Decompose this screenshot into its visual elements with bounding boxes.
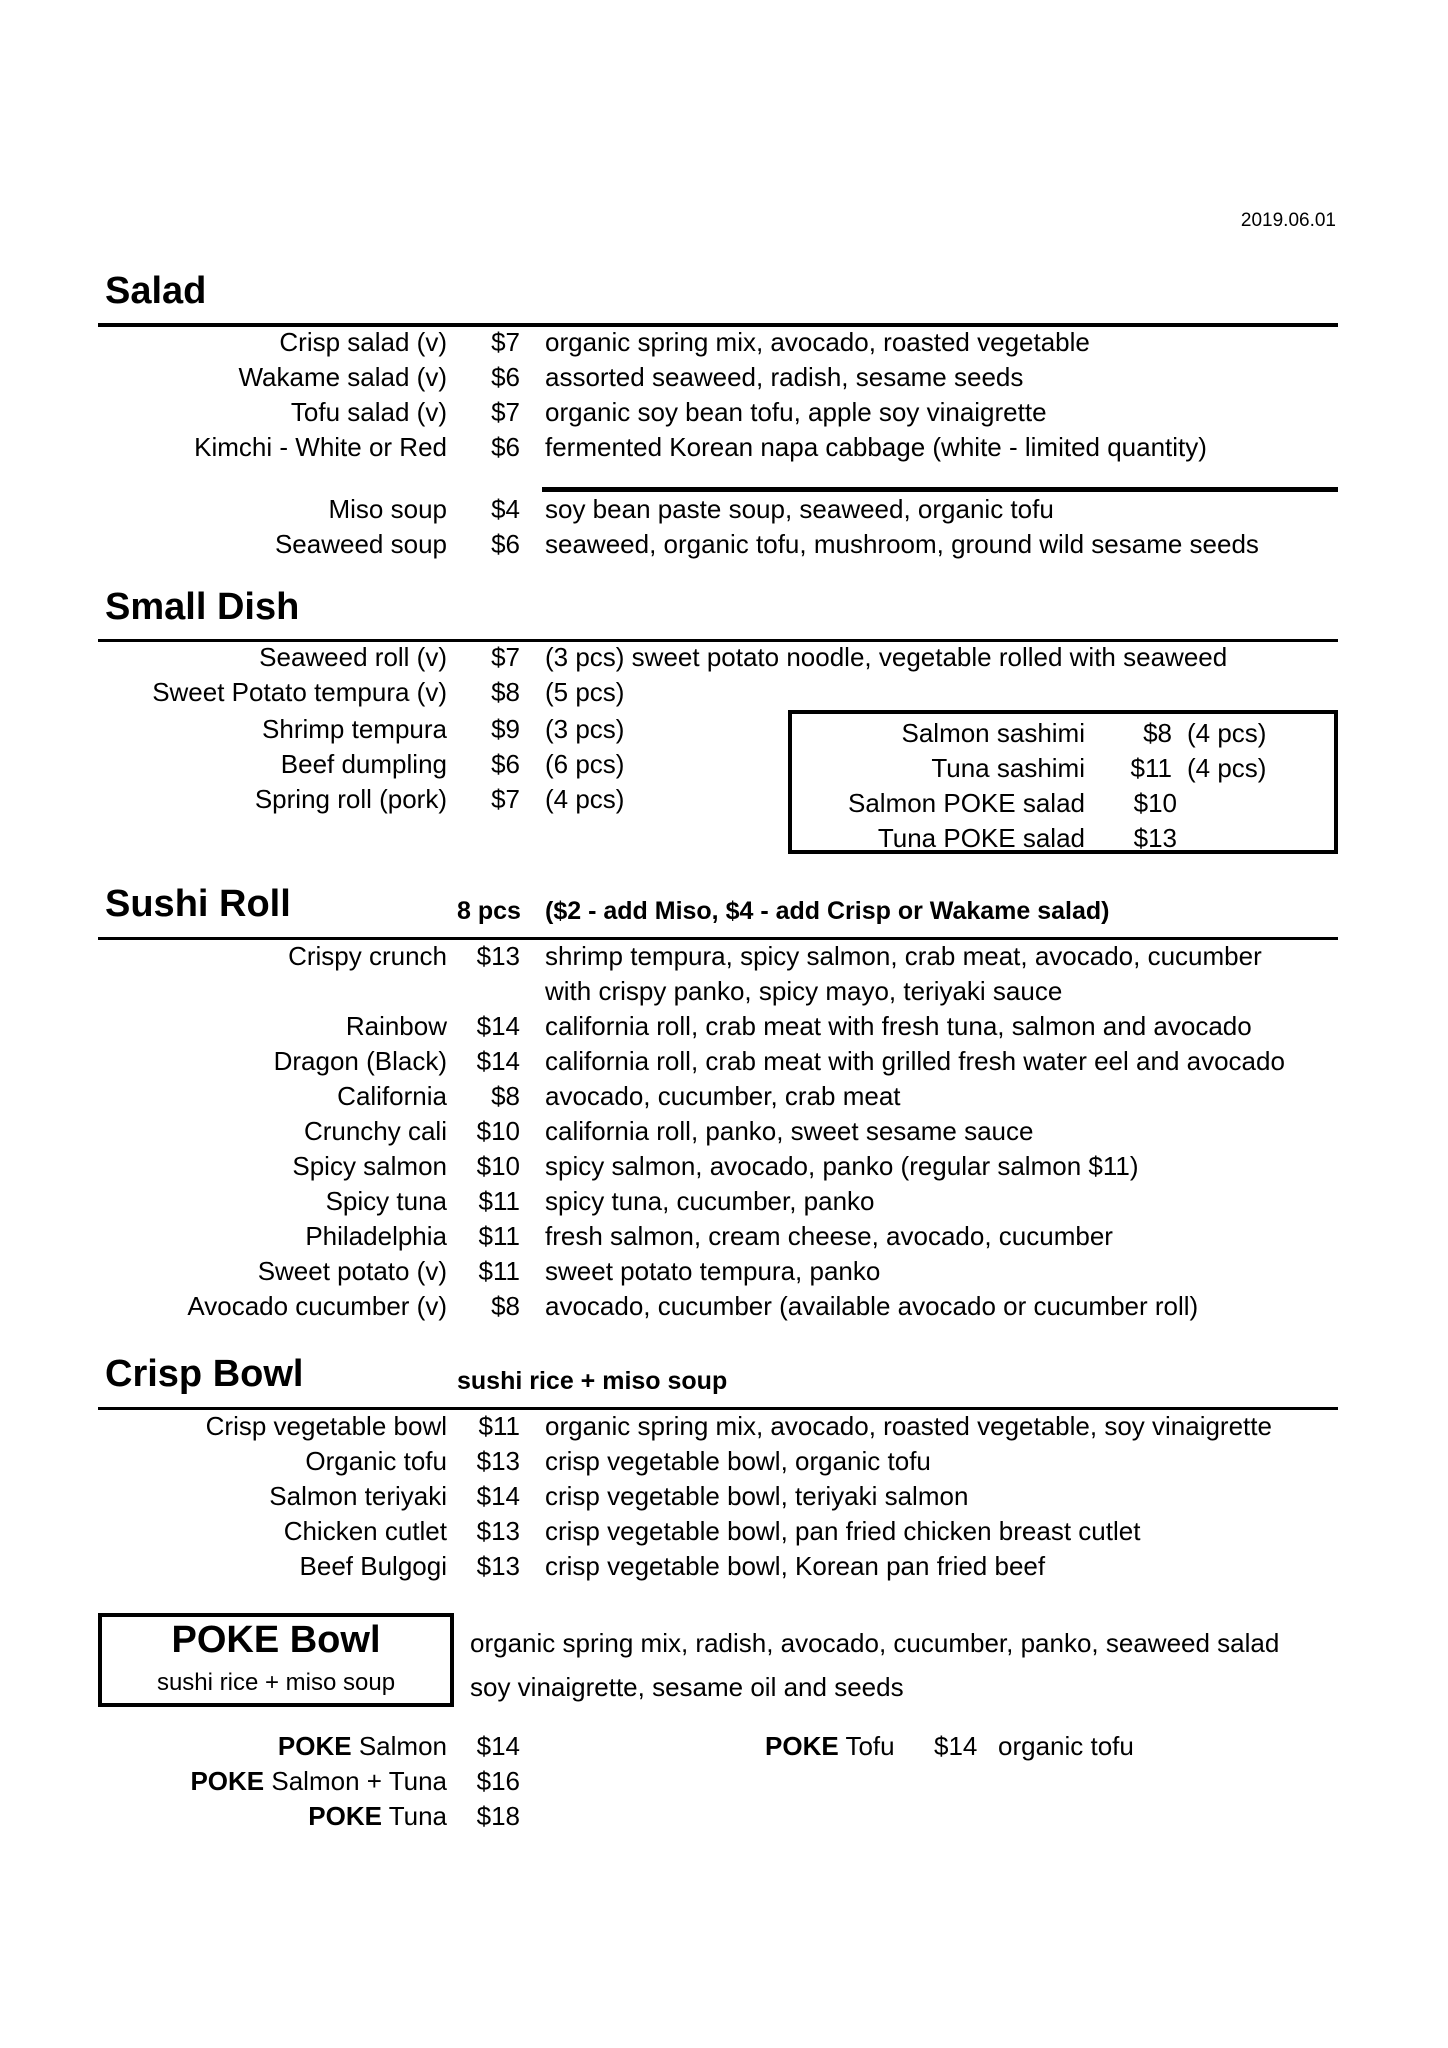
menu-item: POKE Salmon + Tuna $16 (190, 1766, 520, 1796)
crisp-bowl-note: sushi rice + miso soup (457, 1367, 728, 1395)
menu-item: California $8 avocado, cucumber, crab meat (337, 1081, 901, 1111)
sashimi-item: Tuna sashimi $11 (4 pcs) (931, 753, 1267, 783)
sashimi-item: Salmon POKE salad $10 (847, 788, 1177, 818)
menu-item: Miso soup $4 soy bean paste soup, seaweed, organic tofu (328, 494, 1054, 524)
sushi-roll-note: ($2 - add Miso, $4 - add Crisp or Wakame salad) (545, 897, 1110, 925)
menu-item-poke-tofu: POKE Tofu (765, 1731, 895, 1761)
menu-item: POKE Salmon $14 (277, 1731, 520, 1761)
sushi-roll-pcs: 8 pcs (457, 897, 521, 925)
poke-bowl-description: soy vinaigrette, sesame oil and seeds (470, 1672, 904, 1702)
menu-date: 2019.06.01 (1240, 210, 1336, 231)
menu-item: POKE Tuna $18 (308, 1801, 520, 1831)
poke-tofu-price: $14 (934, 1731, 978, 1761)
menu-item: Spicy salmon $10 spicy salmon, avocado, panko (regular salmon $11) (292, 1151, 1139, 1181)
menu-item: Shrimp tempura $9 (3 pcs) (262, 714, 625, 744)
menu-item: Beef dumpling $6 (6 pcs) (280, 749, 625, 779)
menu-item: Sweet potato (v) $11 sweet potato tempura, panko (257, 1256, 881, 1286)
menu-item: Avocado cucumber (v) $8 avocado, cucumber (available avocado or cucumber roll) (187, 1291, 1199, 1321)
menu-item: Dragon (Black) $14 california roll, crab meat with grilled fresh water eel and avocado (273, 1046, 1285, 1076)
menu-item: Sweet Potato tempura (v) $8 (5 pcs) (152, 677, 625, 707)
section-title-small-dish: Small Dish (105, 586, 300, 628)
menu-item: Wakame salad (v) $6 assorted seaweed, radish, sesame seeds (238, 362, 1024, 392)
menu-item: Seaweed roll (v) $7 (3 pcs) sweet potato noodle, vegetable rolled with seaweed (259, 642, 1228, 672)
section-title-sushi-roll: Sushi Roll (105, 883, 291, 925)
sashimi-item: Tuna POKE salad $13 (877, 823, 1177, 853)
menu-item: Crisp salad (v) $7 organic spring mix, avocado, roasted vegetable (279, 327, 1090, 357)
menu-item: Kimchi - White or Red $6 fermented Korean napa cabbage (white - limited quantity) (194, 432, 1207, 462)
menu-item: Crispy crunch $13 shrimp tempura, spicy salmon, crab meat, avocado, cucumber (288, 941, 1262, 971)
menu-item: Spring roll (pork) $7 (4 pcs) (254, 784, 625, 814)
section-title-crisp-bowl: Crisp Bowl (105, 1353, 304, 1395)
menu-item: Seaweed soup $6 seaweed, organic tofu, mushroom, ground wild sesame seeds (274, 529, 1259, 559)
menu-item: Rainbow $14 california roll, crab meat with fresh tuna, salmon and avocado (345, 1011, 1252, 1041)
menu-item: Organic tofu $13 crisp vegetable bowl, organic tofu (305, 1446, 931, 1476)
menu-item: Philadelphia $11 fresh salmon, cream cheese, avocado, cucumber (305, 1221, 1113, 1251)
menu-item: Chicken cutlet $13 crisp vegetable bowl, pan fried chicken breast cutlet (283, 1516, 1141, 1546)
menu-item: Spicy tuna $11 spicy tuna, cucumber, panko (325, 1186, 875, 1216)
menu-item: Crisp vegetable bowl $11 organic spring mix, avocado, roasted vegetable, soy vinaigrette (205, 1411, 1272, 1441)
sashimi-box (788, 710, 1338, 854)
poke-bowl-box (98, 1613, 454, 1707)
menu-item: Tofu salad (v) $7 organic soy bean tofu, apple soy vinaigrette (290, 397, 1047, 427)
menu-item-continued: with crispy panko, spicy mayo, teriyaki sauce (545, 976, 1063, 1006)
poke-bowl-description: organic spring mix, radish, avocado, cucumber, panko, seaweed salad (470, 1628, 1280, 1658)
section-title-salad: Salad (105, 270, 207, 312)
sashimi-item: Salmon sashimi $8 (4 pcs) (901, 718, 1267, 748)
menu-item: Beef Bulgogi $13 crisp vegetable bowl, Korean pan fried beef (299, 1551, 1046, 1581)
poke-bowl-subtitle: sushi rice + miso soup (156, 1669, 396, 1696)
menu-item: Salmon teriyaki $14 crisp vegetable bowl, teriyaki salmon (269, 1481, 969, 1511)
poke-tofu-desc: organic tofu (998, 1731, 1134, 1761)
menu-item: Crunchy cali $10 california roll, panko, sweet sesame sauce (303, 1116, 1034, 1146)
section-title-poke-bowl: POKE Bowl (171, 1619, 381, 1661)
